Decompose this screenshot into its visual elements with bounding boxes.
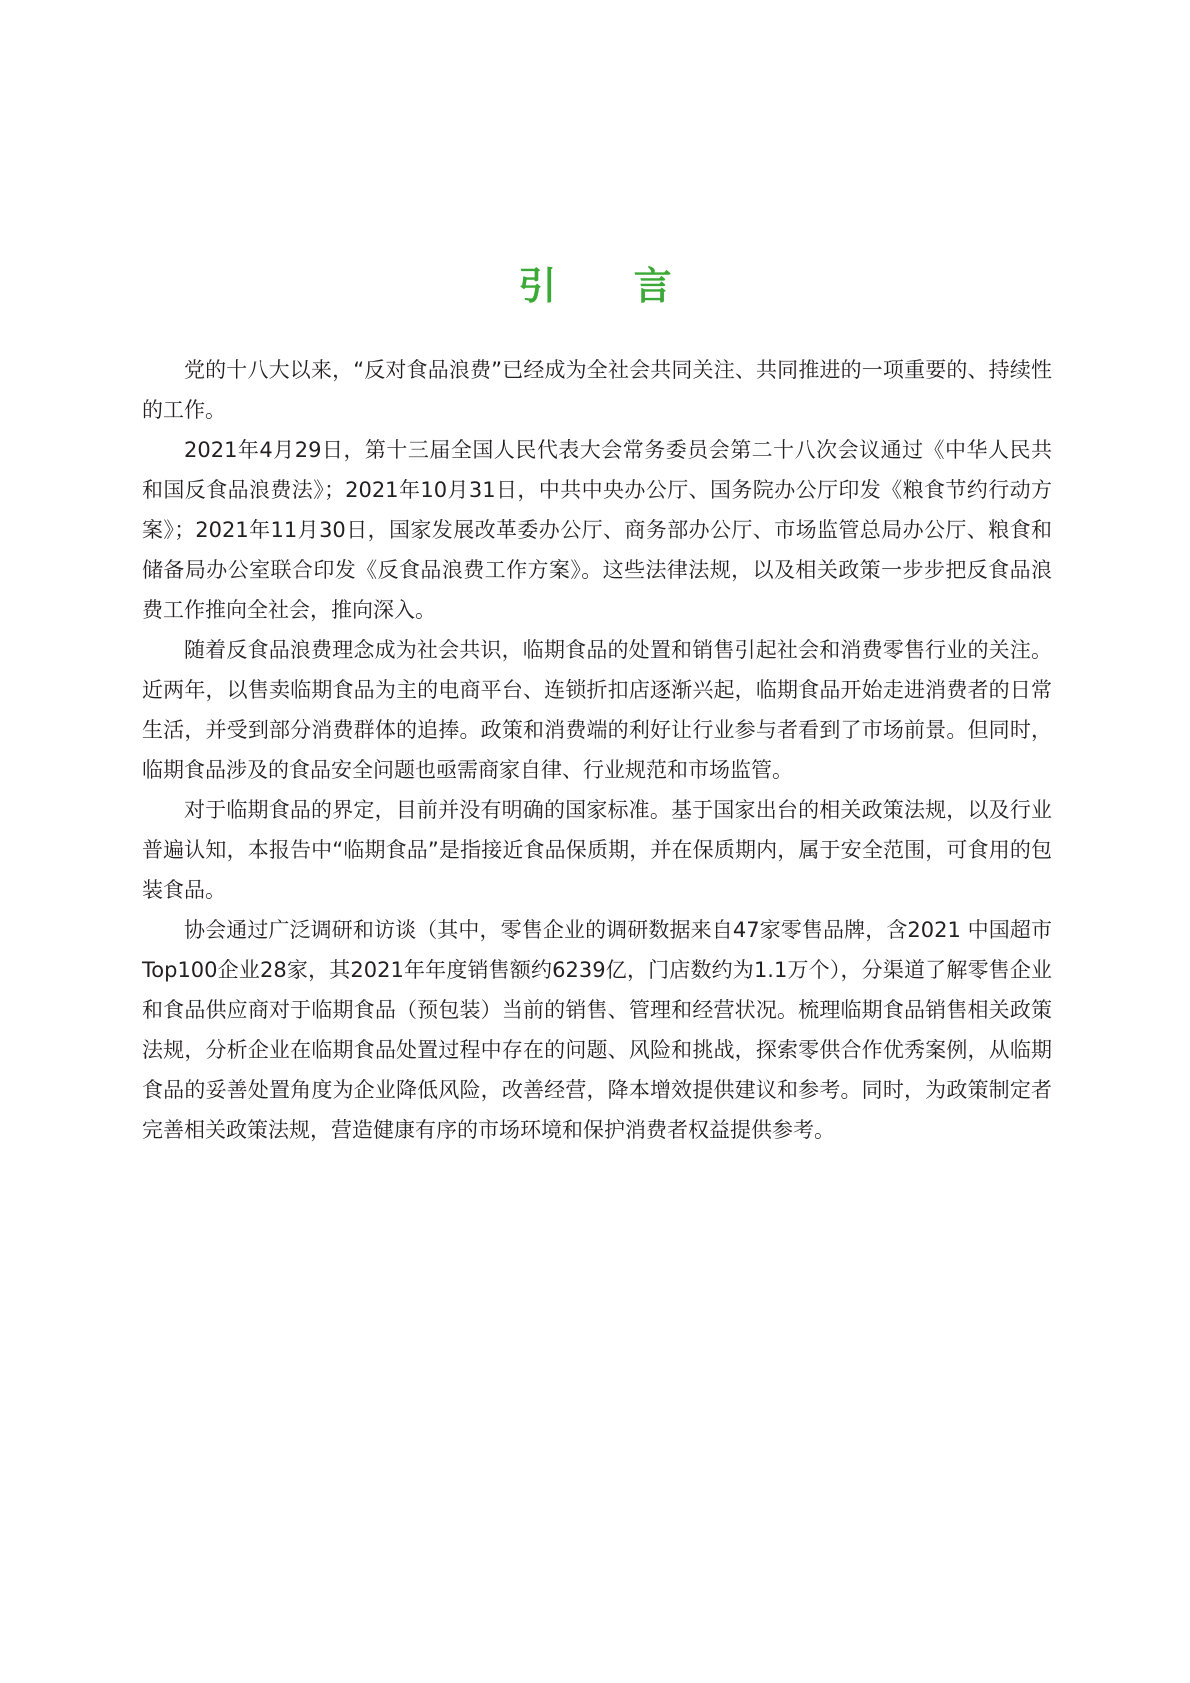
paragraph-policy: 2021年4月29日，第十三届全国人民代表大会常务委员会第二十八次会议通过《中华人民共和国反食品浪费法》；2021年10月31日，中共中央办公厅、国务院办公厅印发《粮食节约行动方案》；2021年11月30日，国家发展改革委办公厅、商务部办公厅、市场监管总局办公厅、粮食和储备局办公室联合印发《反食品浪费工作方案》。这些法律法规，以及相关政策一步步把反食品浪费工作推向全社会，推向深入。 — [142, 438, 1052, 622]
paragraph-research: 协会通过广泛调研和访谈（其中，零售企业的调研数据来自47家零售品牌，含2021 中国超市Top100企业28家，其2021年年度销售额约6239亿，门店数约为1.1万个），分渠道了解零售企业和食品供应商对于临期食品（预包装）当前的销售、管理和经营状况。梳理临期食品销售相关政策法规，分析企业在临期食品处置过程中存在的问题、风险和挑战，探索零供合作优秀案例，从临期食品的妥善处置角度为企业降低风险，改善经营，降本增效提供建议和参考。同时，为政策制定者完善相关政策法规，营造健康有序的市场环境和保护消费者权益提供参考。 — [142, 918, 1052, 1142]
page-title: 引 言 — [518, 264, 704, 308]
paragraph-market: 随着反食品浪费理念成为社会共识，临期食品的处置和销售引起社会和消费零售行业的关注。近两年，以售卖临期食品为主的电商平台、连锁折扣店逐渐兴起，临期食品开始走进消费者的日常生活，并受到部分消费群体的追捧。政策和消费端的利好让行业参与者看到了市场前景。但同时，临期食品涉及的食品安全问题也亟需商家自律、行业规范和市场监管。 — [142, 638, 1052, 782]
paragraph-definition: 对于临期食品的界定，目前并没有明确的国家标准。基于国家出台的相关政策法规，以及行业普遍认知，本报告中“临期食品”是指接近食品保质期，并在保质期内，属于安全范围，可食用的包装食品。 — [142, 798, 1052, 902]
body-text — [142, 350, 1052, 1150]
paragraph-intro: 党的十八大以来，“反对食品浪费”已经成为全社会共同关注、共同推进的一项重要的、持续性的工作。 — [142, 358, 1052, 422]
